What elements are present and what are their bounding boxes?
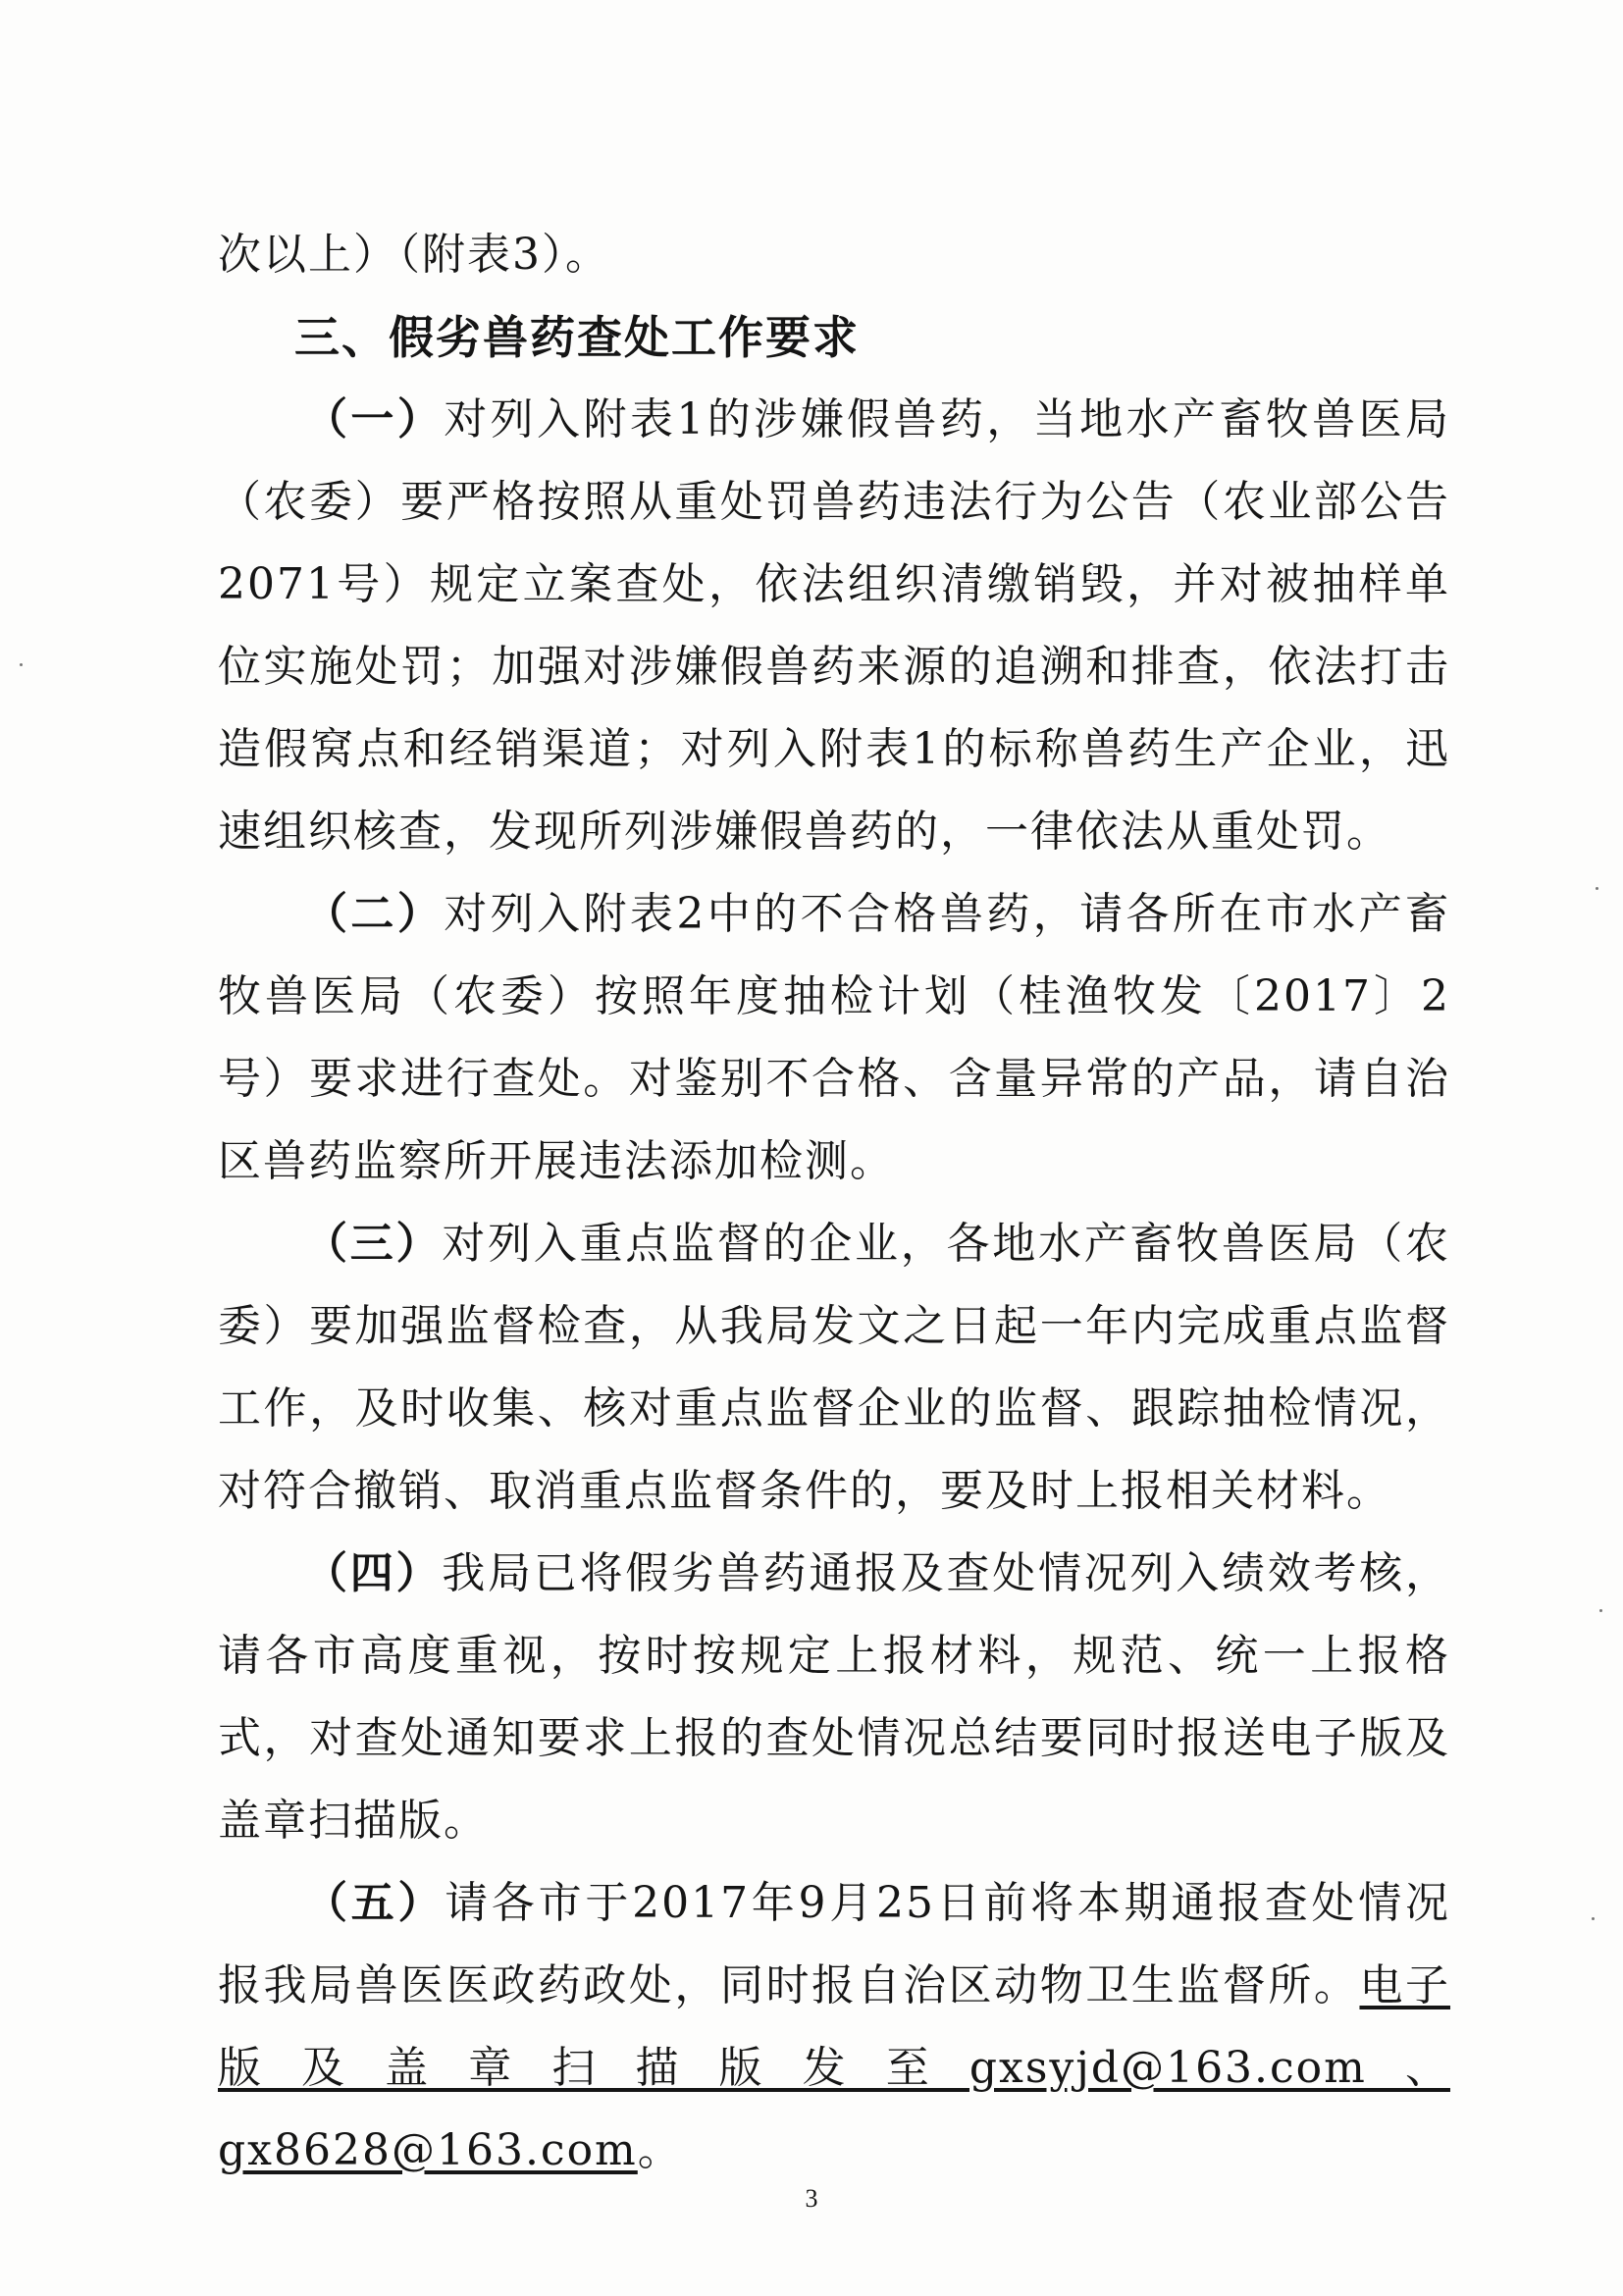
paragraph-5 [218,1862,1450,2192]
scan-speck [1599,1609,1602,1612]
page-number: 3 [805,2184,818,2213]
paragraph-3-lead: （三） [304,1219,443,1269]
scan-speck [20,663,23,666]
scan-speck [1596,887,1598,890]
email-submission-underlined: 电子版及盖章扫描版发至gxsyjd@163.com、gx8628@163.com [218,1960,1451,2175]
paragraph-5-text: 请各市于2017年9月25日前将本期通报查处情况报我局兽医医政药政处，同时报自治区动物卫生监督所。 [218,1878,1450,2010]
paragraph-1 [218,379,1450,873]
paragraph-2 [218,873,1450,1203]
paragraph-5-lead: （五） [304,1878,445,1928]
paragraph-2-lead: （二） [304,889,445,939]
paragraph-4-text: 我局已将假劣兽药通报及查处情况列入绩效考核，请各市高度重视，按时按规定上报材料，规范、统一上报格式，对查处通知要求上报的查处情况总结要同时报送电子版及盖章扫描版。 [218,1548,1450,1846]
paragraph-3-text: 对列入重点监督的企业，各地水产畜牧兽医局（农委）要加强监督检查，从我局发文之日起一年内完成重点监督工作，及时收集、核对重点监督企业的监督、跟踪抽检情况，对符合撤销、取消重点监督条件的，要及时上报相关材料。 [218,1219,1450,1516]
paragraph-1-text: 对列入附表1的涉嫌假兽药，当地水产畜牧兽医局（农委）要严格按照从重处罚兽药违法行为公告（农业部公告2071号）规定立案查处，依法组织清缴销毁，并对被抽样单位实施处罚；加强对涉嫌假兽药来源的追溯和排查，依法打击造假窝点和经销渠道；对列入附表1的标称兽药生产企业，迅速组织核查，发现所列涉嫌假兽药的，一律依法从重处罚。 [218,394,1450,857]
paragraph-4 [218,1533,1450,1862]
scan-speck [1592,1917,1595,1920]
paragraph-1-lead: （一） [304,394,445,444]
paragraph-4-lead: （四） [304,1548,443,1598]
paragraph-2-text: 对列入附表2中的不合格兽药，请各所在市水产畜牧兽医局（农委）按照年度抽检计划（桂渔牧发〔2017〕2号）要求进行查处。对鉴别不合格、含量异常的产品，请自治区兽药监察所开展违法添加检测。 [218,889,1450,1186]
section-heading: 三、假劣兽药查处工作要求 [294,311,860,364]
continuation-line: 次以上）（附表3）。 [218,230,610,280]
paragraph-3 [218,1203,1450,1533]
paragraph-5-tail: 。 [637,2125,683,2175]
